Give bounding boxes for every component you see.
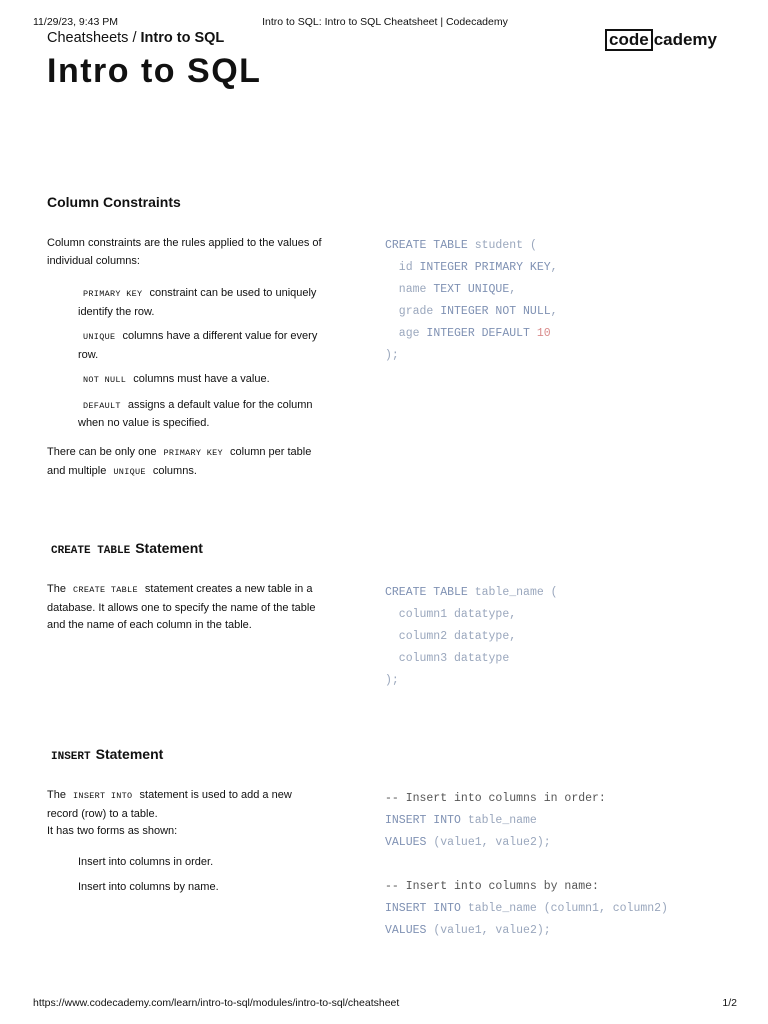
code-text: , <box>550 261 558 274</box>
constraints-outro <box>47 444 332 481</box>
inline-code: UNIQUE <box>83 332 116 342</box>
code-text: name <box>385 283 434 296</box>
inline-code: CREATE TABLE <box>73 585 138 595</box>
code-text: (value1, value2); <box>426 836 551 849</box>
inline-code: DEFAULT <box>83 400 121 411</box>
code-text: age <box>385 327 427 340</box>
code-keyword: INSERT INTO <box>385 902 461 915</box>
description-text: statement creates a new table in a database. It allows one to specify the name of the table and the name of each column in the table. <box>47 583 316 631</box>
logo-boxed-text: code <box>605 29 653 51</box>
code-text: column3 datatype <box>385 652 510 665</box>
footer-url[interactable]: https://www.codecademy.com/learn/intro-to-sql/modules/intro-to-sql/cheatsheet <box>33 997 400 1009</box>
list-item <box>78 397 333 433</box>
bullet-text: constraint can be used to uniquely identify the row. <box>78 287 317 318</box>
breadcrumb-link-cheatsheets[interactable]: Cheatsheets <box>47 30 129 46</box>
print-datetime: 11/29/23, 9:43 PM <box>33 16 119 28</box>
code-block-insert <box>385 788 668 942</box>
section-title-code: INSERT <box>51 751 91 763</box>
list-item <box>78 328 333 364</box>
description-text: It has two forms as shown: <box>47 825 178 837</box>
section-title-create-table <box>47 540 203 557</box>
code-text: , <box>550 305 558 318</box>
list-item <box>78 371 333 390</box>
inline-code: INSERT INTO <box>73 791 133 801</box>
insert-bullet-list <box>78 854 333 903</box>
list-item: Insert into columns by name. <box>78 880 219 893</box>
inline-code: NOT NULL <box>83 375 127 385</box>
list-item <box>78 285 333 321</box>
print-doc-title: Intro to SQL: Intro to SQL Cheatsheet | Codecademy <box>262 16 508 28</box>
inline-code: PRIMARY KEY <box>163 448 223 458</box>
code-keyword: VALUES <box>385 924 427 937</box>
code-keyword: INSERT INTO <box>385 814 461 827</box>
code-keyword: INTEGER DEFAULT <box>426 327 530 340</box>
breadcrumb <box>47 30 224 46</box>
outro-text: column per table and multiple <box>47 446 312 477</box>
breadcrumb-separator: / <box>132 30 137 46</box>
section-title-word: Statement <box>95 746 164 762</box>
code-text: table_name <box>460 814 537 827</box>
code-keyword: VALUES <box>385 836 427 849</box>
code-block-create-table <box>385 582 558 692</box>
breadcrumb-current: Intro to SQL <box>140 30 225 46</box>
codecademy-logo[interactable] <box>605 28 717 52</box>
code-text: table_name (column1, column2) <box>460 902 668 915</box>
inline-code: PRIMARY KEY <box>83 289 143 299</box>
inline-code: UNIQUE <box>113 466 146 477</box>
code-text: ); <box>385 349 399 362</box>
code-text: grade <box>385 305 441 318</box>
code-keyword: INTEGER NOT NULL <box>440 305 551 318</box>
bullet-text: columns must have a value. <box>133 373 270 385</box>
section-title-column-constraints: Column Constraints <box>47 194 181 210</box>
code-text: id <box>385 261 420 274</box>
description-text: The <box>47 583 66 595</box>
bullet-text: assigns a default value for the column when no value is specified. <box>78 398 313 429</box>
code-text: student ( <box>467 239 537 252</box>
code-text: column2 datatype, <box>385 630 517 643</box>
create-table-description <box>47 581 332 635</box>
description-text: The <box>47 789 66 801</box>
section-title-word: Statement <box>135 540 203 556</box>
code-text: , <box>509 283 517 296</box>
code-keyword: TEXT UNIQUE <box>433 283 510 296</box>
code-text: column1 datatype, <box>385 608 517 621</box>
insert-description <box>47 787 317 841</box>
code-keyword: INTEGER PRIMARY KEY <box>419 261 551 274</box>
code-block-column-constraints <box>385 235 558 367</box>
section-title-insert <box>47 746 163 763</box>
print-footer <box>33 997 737 1009</box>
constraints-intro: Column constraints are the rules applied to the values of individual columns: <box>47 237 322 267</box>
code-text: ); <box>385 674 399 687</box>
code-text: (value1, value2); <box>426 924 551 937</box>
description-text: statement is used to add a new record (row) to a table. <box>47 789 292 820</box>
code-keyword: CREATE TABLE <box>385 586 468 599</box>
logo-rest-text: cademy <box>653 30 718 49</box>
code-keyword: CREATE TABLE <box>385 239 468 252</box>
constraints-bullet-list <box>78 285 333 440</box>
code-text: table_name ( <box>467 586 558 599</box>
page-title: Intro to SQL <box>47 52 262 90</box>
section-title-code: CREATE TABLE <box>51 545 131 557</box>
outro-text: There can be only one <box>47 446 157 458</box>
code-comment: -- Insert into columns in order: <box>385 792 606 805</box>
code-number: 10 <box>529 327 551 340</box>
page-number: 1/2 <box>722 997 737 1009</box>
bullet-text: columns have a different value for every row. <box>78 330 318 361</box>
code-comment: -- Insert into columns by name: <box>385 880 599 893</box>
list-item: Insert into columns in order. <box>78 856 214 868</box>
outro-text: columns. <box>152 464 197 477</box>
